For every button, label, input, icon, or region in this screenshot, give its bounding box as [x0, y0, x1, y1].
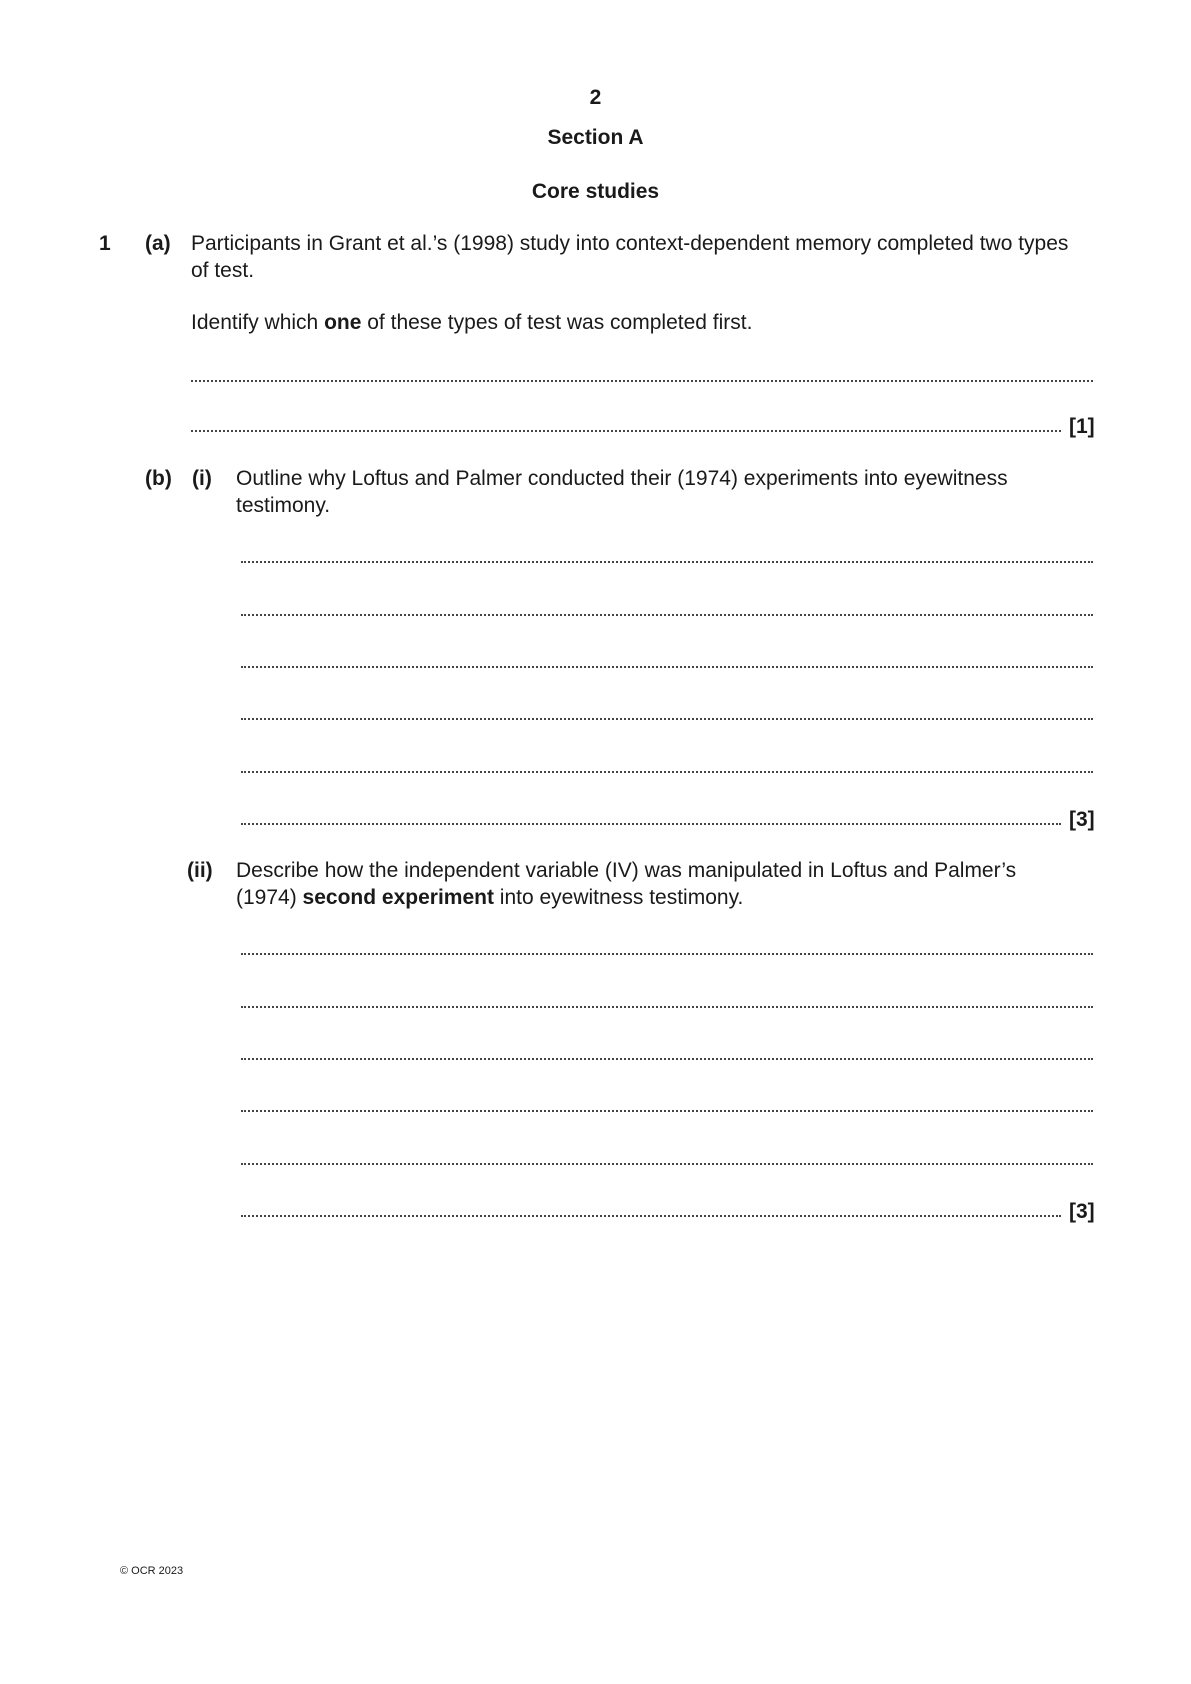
answer-line[interactable] — [241, 1215, 1061, 1217]
answer-line[interactable] — [241, 953, 1093, 955]
answer-line[interactable] — [191, 380, 1093, 382]
answer-line[interactable] — [191, 430, 1061, 432]
mark-allocation: [1] — [1069, 415, 1095, 438]
part-b-label: (b) — [145, 467, 172, 490]
mark-allocation: [3] — [1069, 808, 1095, 831]
section-title: Section A — [547, 126, 644, 149]
answer-line[interactable] — [241, 1058, 1093, 1060]
part-a-text: Participants in Grant et al.’s (1998) study into context-dependent memory completed two types of test. — [191, 232, 1069, 282]
answer-line[interactable] — [241, 614, 1093, 616]
answer-line[interactable] — [241, 666, 1093, 668]
answer-line[interactable] — [241, 823, 1061, 825]
part-a-label: (a) — [145, 232, 171, 255]
answer-line[interactable] — [241, 1006, 1093, 1008]
part-b-i-text: Outline why Loftus and Palmer conducted their (1974) experiments into eyewitness testimony. — [236, 467, 1008, 517]
part-b-ii-label: (ii) — [187, 859, 213, 882]
answer-line[interactable] — [241, 561, 1093, 563]
part-b-i-label: (i) — [192, 467, 212, 490]
copyright-footer: © OCR 2023 — [120, 1565, 184, 1577]
answer-line[interactable] — [241, 771, 1093, 773]
answer-line[interactable] — [241, 1110, 1093, 1112]
section-subtitle: Core studies — [531, 180, 660, 203]
mark-allocation: [3] — [1069, 1200, 1095, 1223]
page-number: 2 — [589, 86, 602, 109]
part-b-ii-text: Describe how the independent variable (IV) was manipulated in Loftus and Palmer’s (1974) second experiment into eyewitness testimony. — [236, 859, 1017, 909]
part-a-instruction: Identify which one of these types of test was completed first. — [191, 311, 753, 334]
answer-line[interactable] — [241, 1163, 1093, 1165]
answer-line[interactable] — [241, 718, 1093, 720]
question-number: 1 — [99, 232, 111, 255]
